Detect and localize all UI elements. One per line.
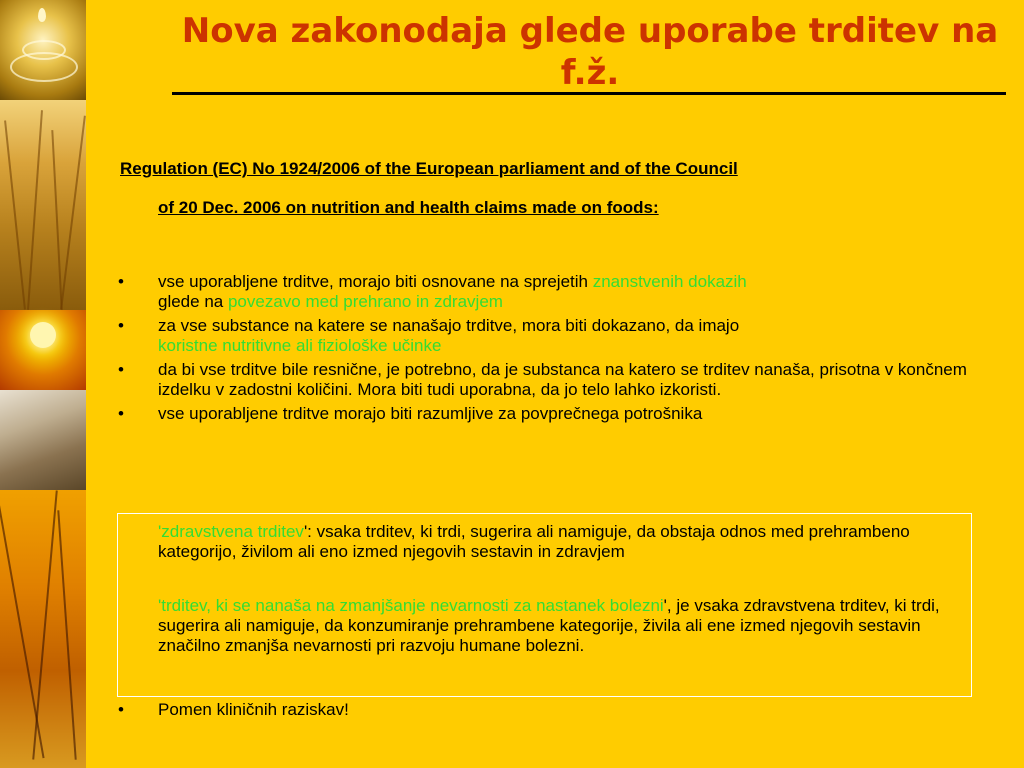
bullet-text: da bi vse trditve bile resnične, je potrebno, da je substanca na katero se trditev nanaša, prisotna v končnem izdelku v zadostni količini. Mora biti tudi uporabna, da jo telo lahko izkoristi.	[158, 360, 967, 399]
page-title: Nova zakonodaja glede uporabe trditev na f.ž.	[181, 11, 999, 93]
list-item	[118, 316, 968, 356]
drop-icon	[38, 8, 46, 22]
regulation-line-1: Regulation (EC) No 1924/2006 of the European parliament and of the Council	[120, 159, 738, 178]
bullet-text: vse uporabljene trditve morajo biti razumljive za povprečnega potrošnika	[158, 404, 703, 423]
sun-icon	[30, 322, 56, 348]
list-item	[118, 360, 968, 400]
bullet-text: glede na	[158, 292, 228, 311]
bullet-list	[118, 272, 968, 428]
bullet-marker: •	[118, 360, 124, 379]
highlight-text: koristne nutritivne ali fiziološke učinke	[158, 336, 442, 355]
wheat-sunset-image	[0, 490, 86, 768]
bullet-text: Pomen kliničnih raziskav!	[158, 700, 349, 719]
definition-health-claim: 'zdravstvena trditev': vsaka trditev, ki trdi, sugerira ali namiguje, da obstaja odnos med prehrambeno kategorijo, živilom ali eno izmed njegovih sestavin in zdravjem	[158, 522, 910, 561]
bullet-text: vse uporabljene trditve, morajo biti osnovane na sprejetih	[158, 272, 593, 291]
regulation-line-2: of 20 Dec. 2006 on nutrition and health claims made on foods:	[158, 198, 659, 217]
definition-text: ': vsaka trditev, ki trdi, sugerira ali namiguje, da obstaja odnos med prehrambeno kategorijo, živilom ali eno izmed njegovih sestavin in zdravjem	[158, 522, 910, 561]
bread-image	[0, 390, 86, 490]
wheat-field-image	[0, 100, 86, 310]
bullet-marker: •	[118, 404, 124, 423]
regulation-heading	[120, 158, 990, 218]
oil-drop-image	[0, 0, 86, 100]
list-item	[118, 272, 968, 312]
list-item	[118, 404, 968, 424]
title-underline	[172, 92, 1006, 95]
bullet-marker: •	[118, 700, 124, 719]
definition-risk-reduction-claim: 'trditev, ki se nanaša na zmanjšanje nevarnosti za nastanek bolezni', je vsaka zdravstvena trditev, ki trdi, sugerira ali namiguje, da konzumiranje prehrambene kategorije, živila ali ene izmed njegovih sestavin značilno zmanjša nevarnosti pri razvoju humane bolezni.	[158, 596, 940, 655]
highlight-text: povezavo med prehrano in zdravjem	[227, 292, 503, 311]
decorative-image-strip	[0, 0, 86, 768]
definition-text: ', je vsaka zdravstvena trditev, ki trdi, sugerira ali namiguje, da konzumiranje prehrambene kategorije, živila ali ene izmed njegovih sestavin značilno zmanjša nevarnosti pri razvoju humane bolezni.	[158, 596, 940, 655]
definition-term: zdravstvena trditev	[161, 522, 304, 541]
sunflower-sunset-image	[0, 310, 86, 390]
bullet-marker: •	[118, 272, 124, 291]
highlight-text: znanstvenih dokazih	[592, 272, 747, 291]
definition-term: trditev, ki se nanaša na zmanjšanje nevarnosti za nastanek bolezni	[161, 596, 664, 615]
list-item-clinical-research	[118, 700, 1008, 720]
bullet-marker: •	[118, 316, 124, 335]
bullet-text: za vse substance na katere se nanašajo trditve, mora biti dokazano, da imajo	[158, 316, 740, 335]
